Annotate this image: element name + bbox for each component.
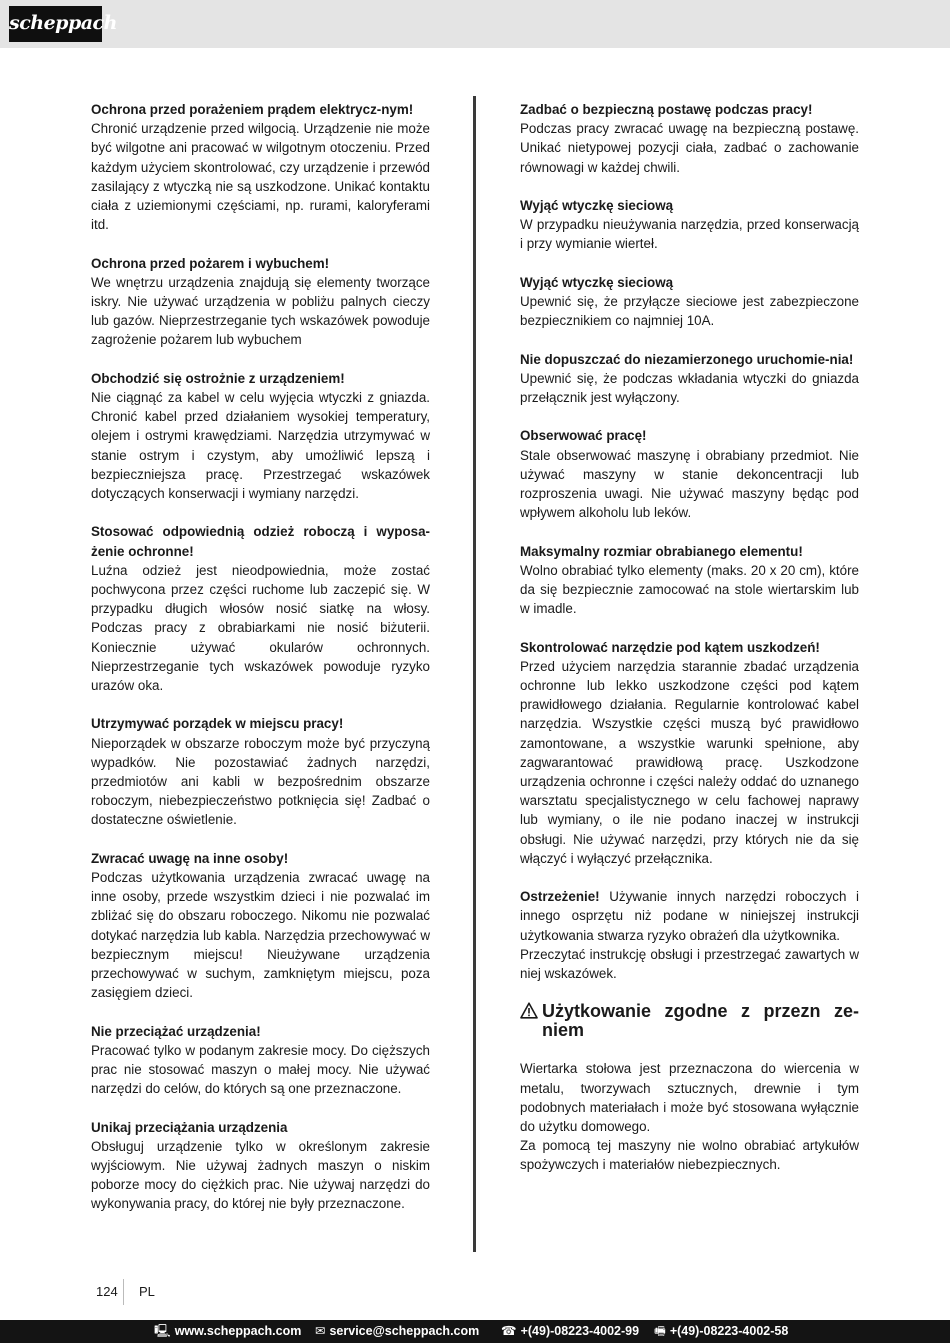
section-text: Obsługuj urządzenie tylko w określonym zakresie wyjściowym. Nie używaj żadnych maszyn o niskim poborze mocy do ciężkich prac. Nie używaj narzędzi do wykonywania pracy, do której nie były przeznaczone. xyxy=(91,1138,430,1212)
section-title: Unikaj przeciążania urządzenia xyxy=(91,1119,288,1135)
section-title: Maksymalny rozmiar obrabianego elementu! xyxy=(520,543,803,559)
header-band xyxy=(0,0,950,48)
section-title: Obchodzić się ostrożnie z urządzeniem! xyxy=(91,370,345,386)
section-title: Ochrona przed pożarem i wybuchem! xyxy=(91,255,330,271)
section-text: Przed użyciem narzędzia starannie zbadać urządzenia ochronne lub lekko uszkodzone części pod kątem prawidłowego działania. Regularnie kontrolować kabel narzędzia. Wszystkie części muszą być prawidłowo zamontowane, a wszystkie warunki spełnione, aby zagwarantować prawidłową pracę. Uszkodzone urządzenia ochronne i części należy oddać do uznanego warsztatu specjalistycznego w celu fachowej naprawy lub wymiany, o ile nie podano inaczej w instrukcji obsługi. Nie używać narzędzi, przy których nie da się włączyć i wyłączyć przełącznika. xyxy=(520,658,859,866)
section-title: Wyjąć wtyczkę sieciową xyxy=(520,274,674,290)
section-text: Nieporządek w obszarze roboczym może być przyczyną wypadków. Nie pozostawiać żadnych narzędzi, przedmiotów ani kabli w bezpośrednim obszarze roboczym, niebezpieczeństwo potknięcia się! Zadbać o dostateczne oświetlenie. xyxy=(91,735,430,828)
section-text: Podczas użytkowania urządzenia zwracać uwagę na inne osoby, przede wszystkim dzieci i nie pozwalać im zbliżać się do obszaru roboczego. Nikomu nie pozwalać dotykać narzędzia lub kabla. Narzędzia przechowywać w bezpiecznym miejscu! Nieużywane urządzenia przechowywać w suchym, zamkniętym miejscu, poza zasięgiem dzieci. xyxy=(91,870,430,1001)
section-title: Nie przeciążać urządzenia! xyxy=(91,1023,261,1039)
section-no-overload xyxy=(91,1022,430,1099)
section-check-damage xyxy=(520,638,859,868)
section-unplug-1 xyxy=(520,196,859,254)
warning-second: Przeczytać instrukcję obsługi i przestrzegać zawartych w niej wskazówek. xyxy=(520,946,859,982)
warning-triangle-icon xyxy=(520,1002,542,1020)
scheppach-logo: scheppach xyxy=(9,6,102,42)
mail-icon: ✉ xyxy=(315,1324,326,1338)
intended-use-heading xyxy=(520,1002,859,1040)
warning-text xyxy=(520,887,859,945)
warning-body: Używanie innych narzędzi roboczych i innego osprzętu niż podane w niniejszej instrukcji użytkowania stwarza ryzyko obrażeń dla użytkownika. xyxy=(520,889,859,943)
section-max-workpiece xyxy=(520,542,859,619)
section-workplace-order xyxy=(91,714,430,829)
intended-use-title: Użytkowanie zgodne z przezn ze-niem xyxy=(542,1001,859,1041)
right-column xyxy=(520,100,859,1194)
section-title: Zadbać o bezpieczną postawę podczas pracy! xyxy=(520,102,813,117)
section-title: Nie dopuszczać do niezamierzonego uruchomie-nia! xyxy=(520,351,854,367)
section-text: Upewnić się, że podczas wkładania wtyczki do gniazda przełącznik jest wyłączony. xyxy=(520,370,859,405)
footer-email[interactable] xyxy=(315,1320,479,1343)
section-text: Chronić urządzenie przed wilgocią. Urządzenie nie może być wilgotne ani pracować w wilgotnym otoczeniu. Przed każdym użyciem skontrolować, czy urządzenie i przewód zasilający z wtyczką nie są uszkodzone. Unikać kontaktu ciała z uziemionymi częściami, np. rurami, kaloryferami itd. xyxy=(91,121,430,233)
section-text: Stale obserwować maszynę i obrabiany przedmiot. Nie używać maszyny w stanie dekoncentracji lub rozproszenia uwagi. Nie używać maszyny będąc pod wpływem alkoholu lub leków. xyxy=(520,447,859,521)
section-title: Obserwować pracę! xyxy=(520,428,647,444)
footer-web-text: www.scheppach.com xyxy=(174,1324,302,1338)
section-title: Ochrona przed porażeniem prądem elektrycz-nym! xyxy=(91,102,414,117)
section-text: Luźna odzież jest nieodpowiednia, może zostać pochwycona przez części ruchome lub zaczepić się. W przypadku długich włosów nosić siatkę na włosy. Podczas pracy z obrabiarkami nie nosić biżuterii. Koniecznie używać okularów ochronnych. Nieprzestrzeganie tych wskazówek powoduje ryzyko urazów oka. xyxy=(91,562,430,694)
footer-email-text: service@scheppach.com xyxy=(329,1324,480,1338)
section-title: Wyjąć wtyczkę sieciową xyxy=(520,198,674,213)
section-other-people xyxy=(91,849,430,1003)
monitor-icon: 🖳 xyxy=(154,1324,171,1338)
section-text: We wnętrzu urządzenia znajdują się elementy tworzące iskry. Nie używać urządzenia w pobliżu palnych cieczy lub gazów. Nieprzestrzeganie tych wskazówek powoduje zagrożenie pożarem lub wybuchem xyxy=(91,274,430,348)
section-careful-handling xyxy=(91,369,430,503)
fax-icon: 🖷 xyxy=(654,1324,666,1338)
section-text: Wolno obrabiać tylko elementy (maks. 20 x 20 cm), które da się bezpiecznie zamocować na stole wiertarskim lub w imadle. xyxy=(520,562,859,617)
section-title: Utrzymywać porządek w miejscu pracy! xyxy=(91,716,344,732)
section-text: Pracować tylko w podanym zakresie mocy. Do cięższych prac nie stosować maszyn o małej mocy. Nie używać narzędzi do celów, do których są one przeznaczone. xyxy=(91,1042,430,1097)
section-observe-work xyxy=(520,426,859,522)
footer-web[interactable] xyxy=(154,1320,301,1343)
section-text: Podczas pracy zwracać uwagę na bezpieczną postawę. Unikać nietypowej pozycji ciała, zadbać o zachowanie równowagi w każdej chwili. xyxy=(520,121,859,175)
phone-icon: ☎ xyxy=(501,1324,517,1338)
section-protective-clothing xyxy=(91,522,430,695)
section-fire xyxy=(91,254,430,350)
section-text: W przypadku nieużywania narzędzia, przed konserwacją i przy wymianie wierteł. xyxy=(520,217,859,252)
section-intended-use xyxy=(520,1059,859,1174)
page-separator xyxy=(123,1279,124,1305)
footer-fax-text: +(49)-08223-4002-58 xyxy=(669,1324,789,1338)
footer-fax[interactable] xyxy=(654,1320,788,1343)
section-text: Nie ciągnąć za kabel w celu wyjęcia wtyczki z gniazda. Chronić kabel przed działaniem wysokiej temperatury, olejem i ostrymi krawędziami. Narzędzia utrzymywać w stanie ostrym i czystym, aby umożliwić lepszą i bezpieczniejsza pracę. Przestrzegać wskazówek dotyczących konserwacji i wymiany narzędzi. xyxy=(91,390,430,502)
section-unintended-start xyxy=(520,350,859,408)
column-divider xyxy=(473,96,476,1252)
page-language: PL xyxy=(139,1284,155,1299)
warning-label: Ostrzeżenie! xyxy=(520,889,600,905)
section-text: Upewnić się, że przyłącze sieciowe jest zabezpieczone bezpiecznikiem co najmniej 10A. xyxy=(520,294,859,329)
section-avoid-overload xyxy=(91,1118,430,1214)
section-posture xyxy=(520,100,859,177)
section-title: Stosować odpowiednią odzież roboczą i wyposa-żenie ochronne! xyxy=(91,524,430,559)
page-number: 124 xyxy=(96,1284,118,1299)
section-unplug-2 xyxy=(520,273,859,331)
footer-band xyxy=(0,1320,950,1343)
section-title: Zwracać uwagę na inne osoby! xyxy=(91,850,289,866)
section-electric-shock xyxy=(91,100,430,234)
intended-use-text: Wiertarka stołowa jest przeznaczona do wiercenia w metalu, tworzywach sztucznych, drewnie i tym podobnych materiałach i może być stosowana wyłącznie do użytku domowego. xyxy=(520,1061,859,1135)
section-warning xyxy=(520,887,859,983)
footer-phone[interactable] xyxy=(501,1320,639,1343)
intended-use-text-2: Za pomocą tej maszyny nie wolno obrabiać artykułów spożywczych i materiałów niebezpiecznych. xyxy=(520,1138,859,1173)
section-title: Skontrolować narzędzie pod kątem uszkodzeń! xyxy=(520,639,820,655)
footer-phone-text: +(49)-08223-4002-99 xyxy=(520,1324,640,1338)
left-column xyxy=(91,100,430,1233)
